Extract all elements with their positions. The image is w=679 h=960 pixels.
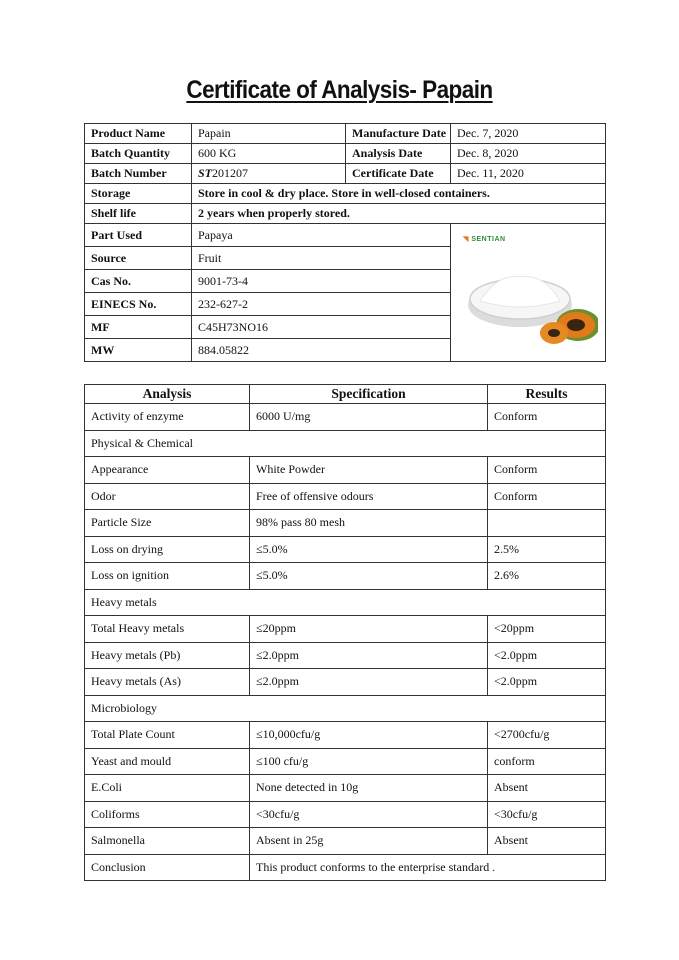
source-value: Fruit (192, 247, 451, 270)
result: Conform (488, 457, 606, 484)
table-row (85, 510, 606, 537)
part-used-value: Papaya (192, 224, 451, 247)
table-row (85, 616, 606, 643)
result: <2700cfu/g (488, 722, 606, 749)
analysis-item: E.Coli (85, 775, 250, 802)
result: Conform (488, 483, 606, 510)
section-label: Heavy metals (85, 589, 606, 616)
page-title: Certificate of Analysis- Papain (186, 76, 493, 104)
cas-label: Cas No. (85, 270, 192, 293)
analysis-date-value: Dec. 8, 2020 (451, 144, 606, 164)
table-row (85, 828, 606, 855)
logo-mark-icon: ◥ (463, 235, 469, 243)
conclusion-value: This product conforms to the enterprise standard . (250, 854, 606, 881)
result: <2.0ppm (488, 669, 606, 696)
analysis-item: Total Plate Count (85, 722, 250, 749)
analysis-item: Heavy metals (As) (85, 669, 250, 696)
sentian-logo (463, 235, 605, 243)
table-row (85, 722, 606, 749)
table-row (85, 669, 606, 696)
shelf-life-label: Shelf life (85, 204, 192, 224)
section-row (85, 430, 606, 457)
result: <30cfu/g (488, 801, 606, 828)
analysis-item: Loss on drying (85, 536, 250, 563)
manufacture-date-label: Manufacture Date (346, 124, 451, 144)
analysis-table (84, 384, 606, 881)
result (488, 510, 606, 537)
analysis-body (85, 404, 606, 881)
specification: ≤5.0% (250, 563, 488, 590)
specification: Absent in 25g (250, 828, 488, 855)
analysis-item: Odor (85, 483, 250, 510)
mw-label: MW (85, 339, 192, 362)
analysis-item: Appearance (85, 457, 250, 484)
storage-value: Store in cool & dry place. Store in well-closed containers. (192, 184, 606, 204)
analysis-item: Yeast and mould (85, 748, 250, 775)
specification: 6000 U/mg (250, 404, 488, 431)
analysis-date-label: Analysis Date (346, 144, 451, 164)
certificate-date-value: Dec. 11, 2020 (451, 164, 606, 184)
specification: ≤2.0ppm (250, 669, 488, 696)
section-label: Microbiology (85, 695, 606, 722)
mw-value: 884.05822 (192, 339, 451, 362)
section-row (85, 695, 606, 722)
specification: White Powder (250, 457, 488, 484)
specification: ≤100 cfu/g (250, 748, 488, 775)
batch-number-label: Batch Number (85, 164, 192, 184)
product-name-label: Product Name (85, 124, 192, 144)
specification: <30cfu/g (250, 801, 488, 828)
table-row (85, 775, 606, 802)
batch-quantity-label: Batch Quantity (85, 144, 192, 164)
analysis-item: Heavy metals (Pb) (85, 642, 250, 669)
analysis-item: Coliforms (85, 801, 250, 828)
table-row (85, 457, 606, 484)
specification: ≤2.0ppm (250, 642, 488, 669)
table-row (85, 483, 606, 510)
batch-number-suffix: 201207 (212, 166, 249, 180)
section-row (85, 589, 606, 616)
einecs-label: EINECS No. (85, 293, 192, 316)
result: conform (488, 748, 606, 775)
table-row (85, 563, 606, 590)
result: Absent (488, 828, 606, 855)
batch-number-prefix: ST (198, 166, 213, 180)
header-analysis: Analysis (85, 385, 250, 404)
certificate-date-label: Certificate Date (346, 164, 451, 184)
table-row (85, 642, 606, 669)
source-label: Source (85, 247, 192, 270)
analysis-item: Loss on ignition (85, 563, 250, 590)
storage-label: Storage (85, 184, 192, 204)
analysis-item: Total Heavy metals (85, 616, 250, 643)
conclusion-row (85, 854, 606, 881)
table-row (85, 748, 606, 775)
analysis-item: Activity of enzyme (85, 404, 250, 431)
specification: Free of offensive odours (250, 483, 488, 510)
logo-text: SENTIAN (471, 235, 506, 243)
table-row (85, 536, 606, 563)
part-used-label: Part Used (85, 224, 192, 247)
specification: ≤20ppm (250, 616, 488, 643)
header-results: Results (488, 385, 606, 404)
mf-label: MF (85, 316, 192, 339)
table-row (85, 404, 606, 431)
product-name-value: Papain (192, 124, 346, 144)
einecs-value: 232-627-2 (192, 293, 451, 316)
specification: None detected in 10g (250, 775, 488, 802)
shelf-life-value: 2 years when properly stored. (192, 204, 606, 224)
result: 2.6% (488, 563, 606, 590)
analysis-item: Salmonella (85, 828, 250, 855)
specification: 98% pass 80 mesh (250, 510, 488, 537)
batch-number-value (192, 164, 346, 184)
specification: ≤5.0% (250, 536, 488, 563)
result: <2.0ppm (488, 642, 606, 669)
batch-quantity-value: 600 KG (192, 144, 346, 164)
header-specification: Specification (250, 385, 488, 404)
specification: ≤10,000cfu/g (250, 722, 488, 749)
result: Absent (488, 775, 606, 802)
product-info-table (84, 123, 606, 362)
section-label: Physical & Chemical (85, 430, 606, 457)
mf-value: C45H73NO16 (192, 316, 451, 339)
product-image-cell (451, 224, 606, 362)
conclusion-label: Conclusion (85, 854, 250, 881)
result: <20ppm (488, 616, 606, 643)
table-row (85, 801, 606, 828)
cas-value: 9001-73-4 (192, 270, 451, 293)
result: 2.5% (488, 536, 606, 563)
result: Conform (488, 404, 606, 431)
papain-powder-image (458, 243, 598, 353)
manufacture-date-value: Dec. 7, 2020 (451, 124, 606, 144)
analysis-item: Particle Size (85, 510, 250, 537)
